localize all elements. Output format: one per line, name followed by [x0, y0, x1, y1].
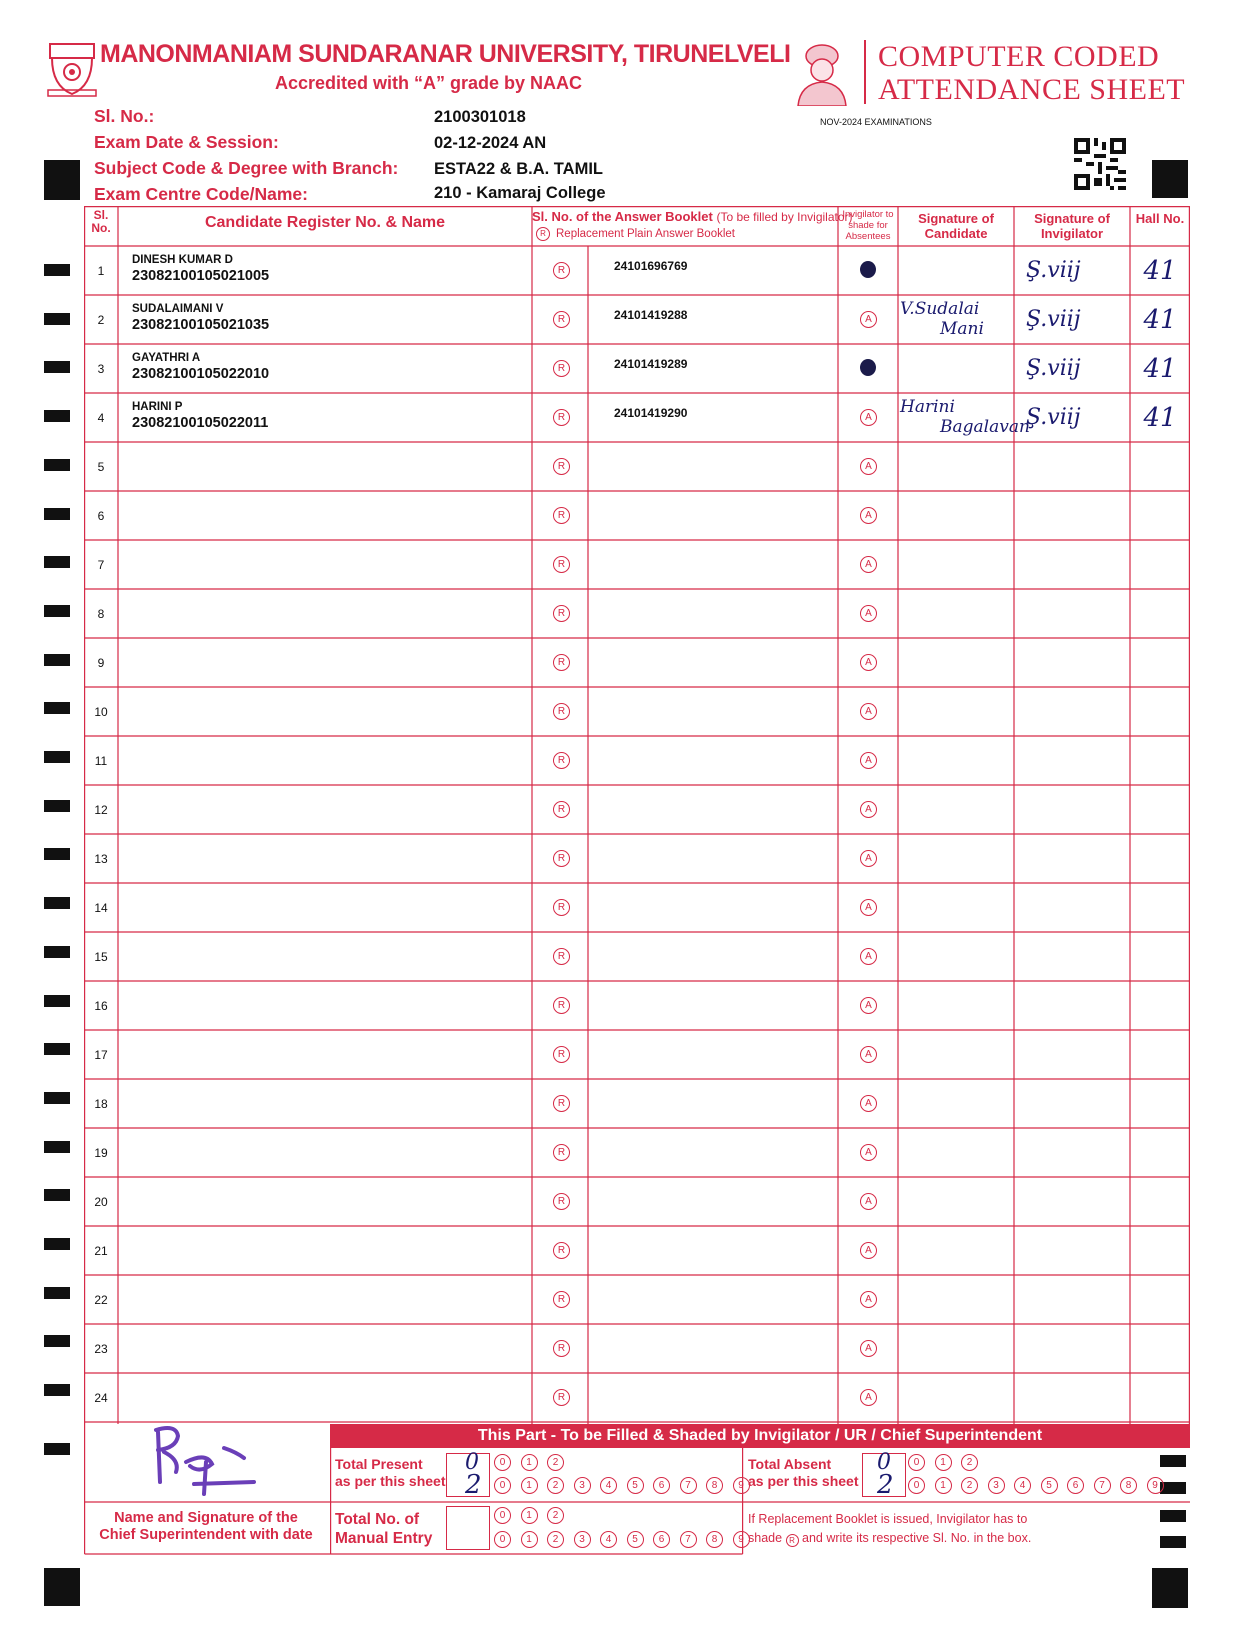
- manual-entry-box[interactable]: [446, 1506, 490, 1550]
- manual-tens-bubble[interactable]: 2: [547, 1507, 564, 1524]
- chief-sig-label: [84, 1510, 328, 1544]
- total-present-tens-written: 0: [465, 1450, 479, 1475]
- chief-sig-label-1: Name and Signature of the: [114, 1510, 298, 1526]
- sheet-title-line1: COMPUTER CODED: [878, 40, 1160, 73]
- register-number: 23082100105022011: [132, 415, 269, 431]
- row-sl-no: 7: [97, 558, 105, 572]
- invigilator-signature: Ş.viij: [1026, 405, 1081, 430]
- absent-units-bubble[interactable]: 1: [935, 1477, 952, 1494]
- timing-mark: [44, 897, 70, 909]
- timing-mark: [44, 410, 70, 422]
- replacement-bubble[interactable]: R: [553, 311, 570, 328]
- hall-number: 41: [1143, 354, 1177, 384]
- invigilator-signature: Ş.viij: [1026, 307, 1081, 332]
- invigilator-signature: Ş.viij: [1026, 356, 1081, 381]
- timing-mark: [44, 361, 70, 373]
- absent-tens-bubble[interactable]: 1: [935, 1454, 952, 1471]
- manual-units-bubble[interactable]: 1: [521, 1531, 538, 1548]
- answer-booklet-number: 24101696769: [614, 259, 688, 273]
- row-sl-no: 21: [94, 1244, 108, 1258]
- absent-bubble[interactable]: A: [860, 458, 877, 475]
- candidate-signature-part: V.Sudalai: [900, 299, 980, 319]
- replacement-bubble[interactable]: R: [553, 1144, 570, 1161]
- chief-superintendent-signature: [146, 1422, 266, 1498]
- row-sl-no: 16: [94, 999, 108, 1013]
- register-number: 23082100105022010: [132, 366, 270, 382]
- timing-mark: [44, 1384, 70, 1396]
- row-sl-no: 17: [94, 1048, 108, 1062]
- exam-date-value: 02-12-2024 AN: [434, 134, 547, 152]
- manual-units-bubble[interactable]: 3: [574, 1531, 591, 1548]
- sl-no-value: 2100301018: [434, 108, 526, 126]
- absent-bubble[interactable]: A: [860, 1291, 877, 1308]
- replacement-bubble[interactable]: R: [553, 1340, 570, 1357]
- timing-mark: [44, 1335, 70, 1347]
- timing-mark: [1152, 160, 1188, 198]
- absent-bubble[interactable]: A: [860, 752, 877, 769]
- accreditation: Accredited with “A” grade by NAAC: [275, 73, 583, 93]
- present-units-bubble[interactable]: 4: [600, 1477, 617, 1494]
- total-absent-box[interactable]: [862, 1450, 906, 1500]
- absent-bubble[interactable]: A: [860, 703, 877, 720]
- candidate-signature: [900, 299, 1010, 339]
- row-sl-no: 20: [94, 1195, 108, 1209]
- absent-tens-bubble[interactable]: 2: [961, 1454, 978, 1471]
- absent-bubble[interactable]: A: [860, 654, 877, 671]
- absent-units-bubble[interactable]: 9: [1147, 1477, 1164, 1494]
- manual-entry-label-2: Manual Entry: [335, 1530, 433, 1547]
- replacement-bubble[interactable]: R: [553, 654, 570, 671]
- answer-booklet-number: 24101419288: [614, 308, 688, 322]
- manual-tens-bubble[interactable]: 1: [521, 1507, 538, 1524]
- col-header-hall: Hall No.: [1135, 211, 1185, 226]
- manual-units-bubble[interactable]: 8: [706, 1531, 723, 1548]
- timing-mark: [44, 1141, 70, 1153]
- replacement-symbol: R: [536, 227, 550, 241]
- absent-bubble[interactable]: A: [860, 605, 877, 622]
- present-units-bubble[interactable]: 9: [733, 1477, 750, 1494]
- booklet-header-note: (To be filled by Invigilator): [716, 210, 853, 224]
- timing-mark: [44, 160, 80, 200]
- row-sl-no: 14: [94, 901, 108, 915]
- manual-units-bubble[interactable]: 0: [494, 1531, 511, 1548]
- manual-entry-label-1: Total No. of: [335, 1511, 420, 1528]
- col-header-sig-candidate: Signature of Candidate: [918, 211, 994, 241]
- timing-mark: [44, 1189, 70, 1201]
- total-present-label-2: as per this sheet: [335, 1473, 446, 1489]
- replacement-bubble[interactable]: R: [553, 948, 570, 965]
- absent-bubble[interactable]: A: [860, 1340, 877, 1357]
- replacement-bubble[interactable]: R: [553, 507, 570, 524]
- absent-bubble[interactable]: A: [860, 850, 877, 867]
- absent-bubble[interactable]: A: [860, 1242, 877, 1259]
- timing-mark: [44, 459, 70, 471]
- row-sl-no: 11: [94, 754, 108, 768]
- replacement-bubble[interactable]: R: [553, 1291, 570, 1308]
- timing-mark: [44, 556, 70, 568]
- present-units-bubble[interactable]: 3: [574, 1477, 591, 1494]
- present-units-bubble[interactable]: 7: [680, 1477, 697, 1494]
- hall-number: 41: [1143, 403, 1177, 433]
- absent-bubble[interactable]: A: [860, 1193, 877, 1210]
- row-sl-no: 1: [97, 264, 105, 278]
- absent-tens-bubble[interactable]: 0: [908, 1454, 925, 1471]
- replacement-note-2b: and write its respective Sl. No. in the box.: [802, 1531, 1032, 1545]
- register-number: 23082100105021005: [132, 268, 270, 284]
- timing-mark: [44, 800, 70, 812]
- register-number: 23082100105021035: [132, 317, 270, 333]
- absent-units-bubble[interactable]: 7: [1094, 1477, 1111, 1494]
- timing-mark: [44, 1443, 70, 1455]
- hall-number: 41: [1143, 256, 1177, 286]
- absent-bubble[interactable]: A: [860, 1389, 877, 1406]
- manual-units-bubble[interactable]: 2: [547, 1531, 564, 1548]
- absent-units-bubble[interactable]: 2: [961, 1477, 978, 1494]
- replacement-bubble[interactable]: R: [553, 752, 570, 769]
- booklet-header-main: Sl. No. of the Answer Booklet: [532, 209, 713, 224]
- invigilator-signature: Ş.viij: [1026, 258, 1081, 283]
- absent-bubble[interactable]: A: [860, 556, 877, 573]
- present-units-bubble[interactable]: 2: [547, 1477, 564, 1494]
- absent-units-bubble[interactable]: 3: [988, 1477, 1005, 1494]
- replacement-header: Replacement Plain Answer Booklet: [556, 228, 735, 240]
- replacement-bubble[interactable]: R: [553, 262, 570, 279]
- absent-units-bubble[interactable]: 5: [1041, 1477, 1058, 1494]
- row-sl-no: 12: [94, 803, 108, 817]
- col-header-sl-no: Sl. No.: [91, 208, 111, 235]
- present-units-bubble[interactable]: 0: [494, 1477, 511, 1494]
- row-sl-no: 23: [94, 1342, 108, 1356]
- timing-mark: [44, 848, 70, 860]
- row-sl-no: 24: [94, 1391, 108, 1405]
- present-units-bubble[interactable]: 5: [627, 1477, 644, 1494]
- candidate-signature: [900, 397, 1030, 437]
- manual-units-bubble[interactable]: 4: [600, 1531, 617, 1548]
- absent-bubble[interactable]: A: [860, 311, 877, 328]
- manual-units-bubble[interactable]: 5: [627, 1531, 644, 1548]
- university-name: MANONMANIAM SUNDARANAR UNIVERSITY, TIRUNELVELI: [100, 40, 791, 68]
- timing-mark: [44, 313, 70, 325]
- sheet-title: [878, 40, 1185, 106]
- candidate-name: DINESH KUMAR D: [132, 254, 233, 266]
- absent-units-bubble[interactable]: 6: [1067, 1477, 1084, 1494]
- total-present-label: [335, 1456, 446, 1490]
- absent-bubble[interactable]: A: [860, 1144, 877, 1161]
- total-present-box[interactable]: [446, 1450, 490, 1500]
- exam-centre-label: Exam Centre Code/Name:: [94, 184, 308, 204]
- timing-mark: [44, 1043, 70, 1055]
- replacement-bubble[interactable]: R: [553, 605, 570, 622]
- manual-units-bubble[interactable]: 7: [680, 1531, 697, 1548]
- subject-code-value: ESTA22 & B.A. TAMIL: [434, 160, 603, 178]
- timing-mark: [44, 1568, 80, 1606]
- answer-booklet-number: 24101419289: [614, 357, 688, 371]
- timing-mark: [44, 946, 70, 958]
- replacement-bubble[interactable]: R: [553, 1389, 570, 1406]
- timing-mark: [44, 1092, 70, 1104]
- row-sl-no: 15: [94, 950, 108, 964]
- row-sl-no: 5: [97, 460, 105, 474]
- absent-units-bubble[interactable]: 8: [1120, 1477, 1137, 1494]
- replacement-note-1: If Replacement Booklet is issued, Invigilator has to: [748, 1512, 1028, 1526]
- exam-centre-value: 210 - Kamaraj College: [434, 184, 606, 202]
- replacement-bubble[interactable]: R: [553, 801, 570, 818]
- timing-mark: [1152, 1568, 1188, 1608]
- absent-bubble[interactable]: A: [860, 948, 877, 965]
- replacement-bubble[interactable]: R: [553, 360, 570, 377]
- total-absent-units-written: 2: [877, 1470, 894, 1500]
- replacement-bubble[interactable]: R: [553, 458, 570, 475]
- manual-tens-bubble[interactable]: 0: [494, 1507, 511, 1524]
- subject-code-label: Subject Code & Degree with Branch:: [94, 158, 399, 178]
- absent-units-bubble[interactable]: 0: [908, 1477, 925, 1494]
- replacement-bubble[interactable]: R: [553, 997, 570, 1014]
- timing-mark: [44, 1238, 70, 1250]
- replacement-bubble[interactable]: R: [553, 1193, 570, 1210]
- replacement-bubble[interactable]: R: [553, 1046, 570, 1063]
- replacement-note-2a: shade: [748, 1531, 783, 1545]
- present-units-bubble[interactable]: 1: [521, 1477, 538, 1494]
- row-sl-no: 6: [97, 509, 105, 523]
- founder-portrait: [790, 38, 854, 106]
- answer-booklet-number: 24101419290: [614, 406, 688, 420]
- qr-code: [1074, 138, 1126, 190]
- header-divider: [864, 40, 866, 104]
- sheet-title-line2: ATTENDANCE SHEET: [878, 73, 1186, 106]
- timing-mark: [44, 1287, 70, 1299]
- university-logo: [46, 42, 98, 98]
- absent-bubble-shaded[interactable]: [860, 359, 876, 376]
- candidate-signature-part: Bagalavan: [940, 417, 1030, 437]
- timing-mark: [44, 995, 70, 1007]
- row-sl-no: 10: [94, 705, 108, 719]
- absent-bubble[interactable]: A: [860, 507, 877, 524]
- row-sl-no: 2: [97, 313, 105, 327]
- replacement-note-symbol: R: [786, 1534, 799, 1547]
- absent-bubble[interactable]: A: [860, 997, 877, 1014]
- candidate-name: SUDALAIMANI V: [132, 303, 224, 315]
- sl-no-label: Sl. No.:: [94, 106, 155, 126]
- replacement-bubble[interactable]: R: [553, 1242, 570, 1259]
- candidate-signature-part: Mani: [940, 319, 984, 339]
- total-absent-label-2: as per this sheet: [748, 1473, 859, 1489]
- timing-mark: [44, 654, 70, 666]
- present-units-bubble[interactable]: 8: [706, 1477, 723, 1494]
- row-sl-no: 13: [94, 852, 108, 866]
- manual-units-bubble[interactable]: 6: [653, 1531, 670, 1548]
- exam-name: NOV-2024 EXAMINATIONS: [820, 117, 932, 127]
- row-sl-no: 9: [97, 656, 105, 670]
- col-header-booklet: [532, 209, 853, 224]
- replacement-note-2: [748, 1529, 1031, 1548]
- replacement-bubble[interactable]: R: [553, 409, 570, 426]
- timing-mark: [44, 702, 70, 714]
- present-tens-bubble[interactable]: 1: [521, 1454, 538, 1471]
- hall-number: 41: [1143, 305, 1177, 335]
- present-tens-bubble[interactable]: 2: [547, 1454, 564, 1471]
- total-absent-label: [748, 1456, 859, 1490]
- replacement-note: [748, 1510, 1031, 1548]
- row-sl-no: 22: [94, 1293, 108, 1307]
- col-header-candidate: Candidate Register No. & Name: [204, 214, 446, 231]
- row-sl-no: 4: [97, 411, 105, 425]
- col-header-absentees: Invigilator to shade for Absentees: [842, 209, 894, 242]
- absent-bubble[interactable]: A: [860, 899, 877, 916]
- row-sl-no: 8: [97, 607, 105, 621]
- row-sl-no: 18: [94, 1097, 108, 1111]
- timing-mark: [44, 264, 70, 276]
- candidate-signature-part: Harini: [900, 397, 955, 417]
- timing-mark: [44, 605, 70, 617]
- present-tens-bubble[interactable]: 0: [494, 1454, 511, 1471]
- replacement-bubble[interactable]: R: [553, 899, 570, 916]
- col-header-sig-invigilator: Signature of Invigilator: [1034, 211, 1110, 241]
- row-sl-no: 19: [94, 1146, 108, 1160]
- manual-entry-label: [335, 1510, 432, 1548]
- replacement-bubble[interactable]: R: [553, 1095, 570, 1112]
- chief-sig-label-2: Chief Superintendent with date: [99, 1527, 313, 1543]
- absent-bubble[interactable]: A: [860, 1046, 877, 1063]
- replacement-bubble[interactable]: R: [553, 850, 570, 867]
- present-units-bubble[interactable]: 6: [653, 1477, 670, 1494]
- replacement-bubble[interactable]: R: [553, 556, 570, 573]
- absent-units-bubble[interactable]: 4: [1014, 1477, 1031, 1494]
- absent-bubble[interactable]: A: [860, 801, 877, 818]
- footer-banner: This Part - To be Filled & Shaded by Invigilator / UR / Chief Superintendent: [330, 1424, 1190, 1448]
- exam-date-label: Exam Date & Session:: [94, 132, 279, 152]
- absent-bubble[interactable]: A: [860, 1095, 877, 1112]
- row-sl-no: 3: [97, 362, 105, 376]
- total-present-units-written: 2: [465, 1470, 482, 1500]
- replacement-bubble[interactable]: R: [553, 703, 570, 720]
- absent-bubble-shaded[interactable]: [860, 261, 876, 278]
- attendance-table-grid: [84, 206, 1190, 1424]
- manual-units-bubble[interactable]: 9: [733, 1531, 750, 1548]
- absent-bubble[interactable]: A: [860, 409, 877, 426]
- total-absent-tens-written: 0: [877, 1450, 891, 1475]
- total-absent-label-1: Total Absent: [748, 1456, 832, 1472]
- timing-mark: [44, 508, 70, 520]
- total-present-label-1: Total Present: [335, 1456, 423, 1472]
- candidate-name: GAYATHRI A: [132, 352, 201, 364]
- candidate-name: HARINI P: [132, 401, 183, 413]
- timing-mark: [44, 751, 70, 763]
